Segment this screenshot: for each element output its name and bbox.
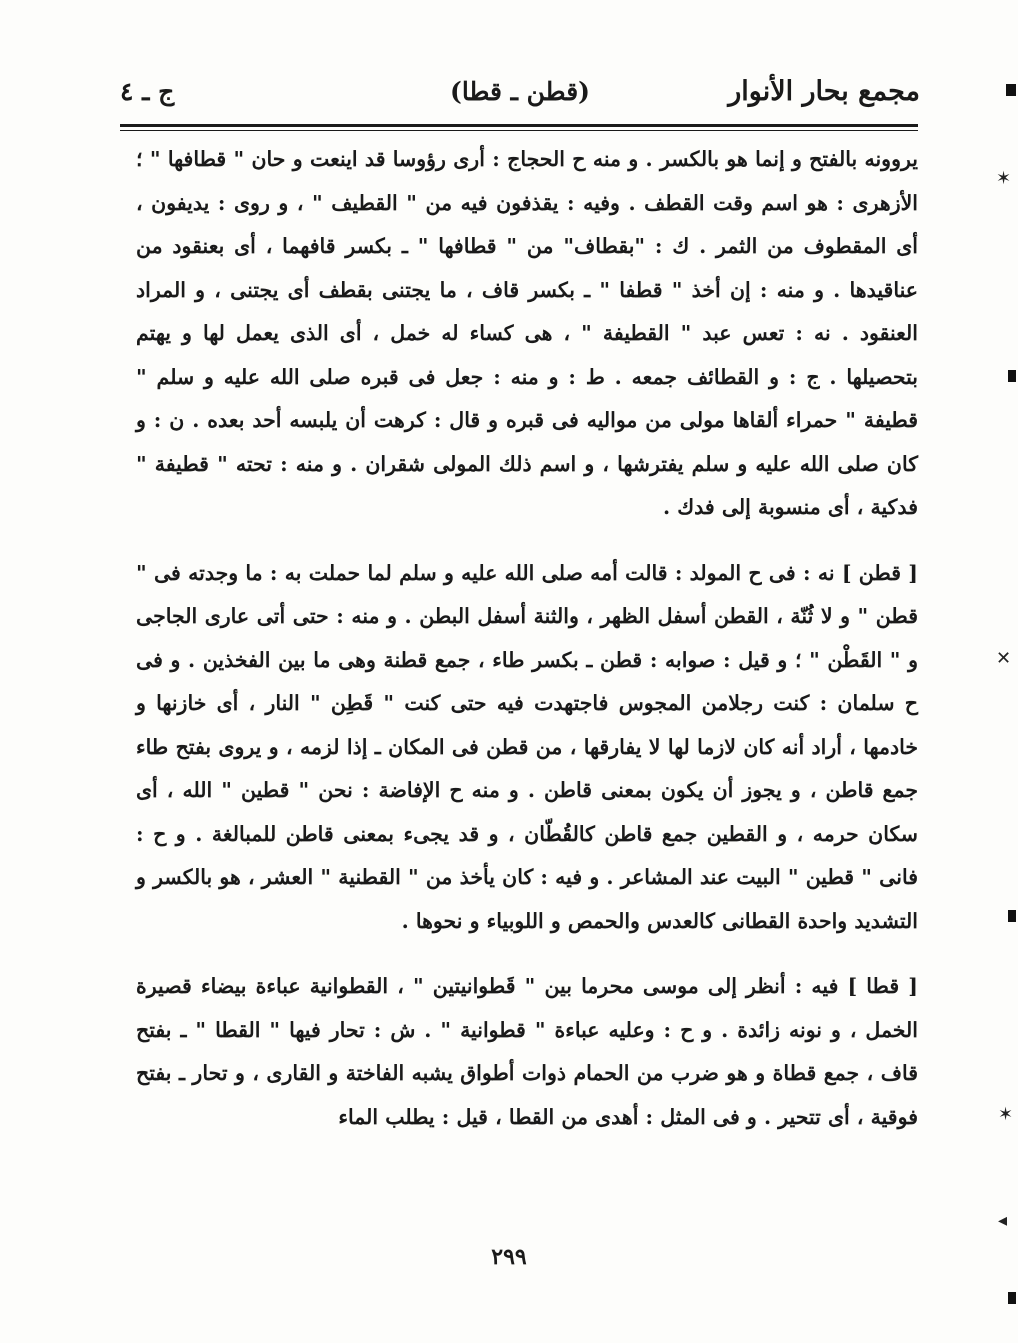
paragraph-qatan: [ قطن ] نه : فى ح المولد : قالت أمه صلى الله عليه و سلم لما حملت به : ما وجدته فى " قطن " و لا ثُنّة ، القطن أسفل الظهر ، والثنة أسفل البطن . و منه : حتى أتى عارى الجاجى و " القَطْن " ؛ و قيل : صوابه : قطن ـ بكسر طاء ، جمع قطنة وهى ما بين الفخذين . و فى ح سلمان : كنت رجلامن المجوس فاجتهدت فيه حتى كنت " قَطِن " النار ، أى خازنها و خادمها ، أراد أنه كان لازما لها لا يفارقها ، من قطن فى المكان ـ إذا لزمه ، و يروى بفتح طاء جمع قاطن ، و يجوز أن يكون بمعنى قاطن . و منه ح الإفاضة : نحن " قطين " الله ، أى سكان حرمه ، و القطين جمع قاطن كالقُطّان ، و قد يجىء بمعنى قاطن للمبالغة . و ح : فانى " قطين " البيت عند المشاعر . و فيه : كان يأخذ من " القطنية " العشر ، هو بالكسر و التشديد واحدة القطانى كالعدس والحمص و اللوبياء و نحوها . [136,560,918,933]
scan-tick-mark: ✶ [998,1104,1014,1125]
paragraph-gap [136,530,918,552]
body-text [136,138,918,1139]
scan-mark [1006,84,1016,96]
header-rule-thin [120,130,918,131]
scan-mark [1008,910,1016,922]
scan-tick-mark: ◂ [998,1210,1008,1231]
volume-number: ج ـ ٤ [120,77,175,106]
page-number: ٢٩٩ [491,1244,527,1270]
entry-range: (قطن ـ قطا) [450,77,590,106]
running-header [120,66,920,118]
scan-mark [1008,370,1016,382]
scan-tick-mark: ✕ [996,648,1012,669]
header-rule-thick [120,124,918,127]
paragraph-gap [136,943,918,965]
scan-tick-mark: ✶ [996,168,1012,189]
paragraph-qatf: يروونه بالفتح و إنما هو بالكسر . و منه ح الحجاج : أرى رؤوسا قد اينعت و حان " قطافها " ؛ الأزهرى : هو اسم وقت القطف . وفيه : يقذفون فيه من " القطيف " ، و روى : يديفون ، أى المقطوف من الثمر . ك : "بقطاف" من " قطافها " ـ بكسر قافهما ، أى بعنقود من عناقيدها . و منه : إن أخذ " قطفا " ـ بكسر قاف ، ما يجتنى بقطف أى يجتنى ، و المراد العنقود . نه : تعس عبد " القطيفة " ، هى كساء له خمل ، أى الذى يعمل لها و يهتم بتحصيلها . ج : و القطائف جمعه . ط : و منه : جعل فى قبره صلى الله عليه و سلم " قطيفة " حمراء ألقاها مولى من مواليه فى قبره و قال : كرهت أن يلبسه أحد بعده . ن : و كان صلى الله عليه و سلم يفترشها ، و اسم ذلك المولى شقران . و منه : تحته " قطيفة " فدكية ، أى منسوبة إلى فدك . [136,147,918,519]
book-title: مجمع بحار الأنوار [728,76,920,107]
paragraph-qata: [ قطا ] فيه : أنظر إلى موسى محرما بين " قَطوانيتين " ، القطوانية عباءة بيضاء قصيرة الخمل ، و نونه زائدة . و ح : وعليه عباءة " قطوانية " . ش : تحار فيها " القطا " ـ بفتح قاف ، جمع قطاة و هو ضرب من الحمام ذوات أطواق يشبه الفاختة و القارى ، و تحار ـ بفتح فوقية ، أى تتحير . و فى المثل : أهدى من القطا ، قيل : يطلب الماء [136,974,918,1129]
scan-mark [1008,1292,1016,1304]
